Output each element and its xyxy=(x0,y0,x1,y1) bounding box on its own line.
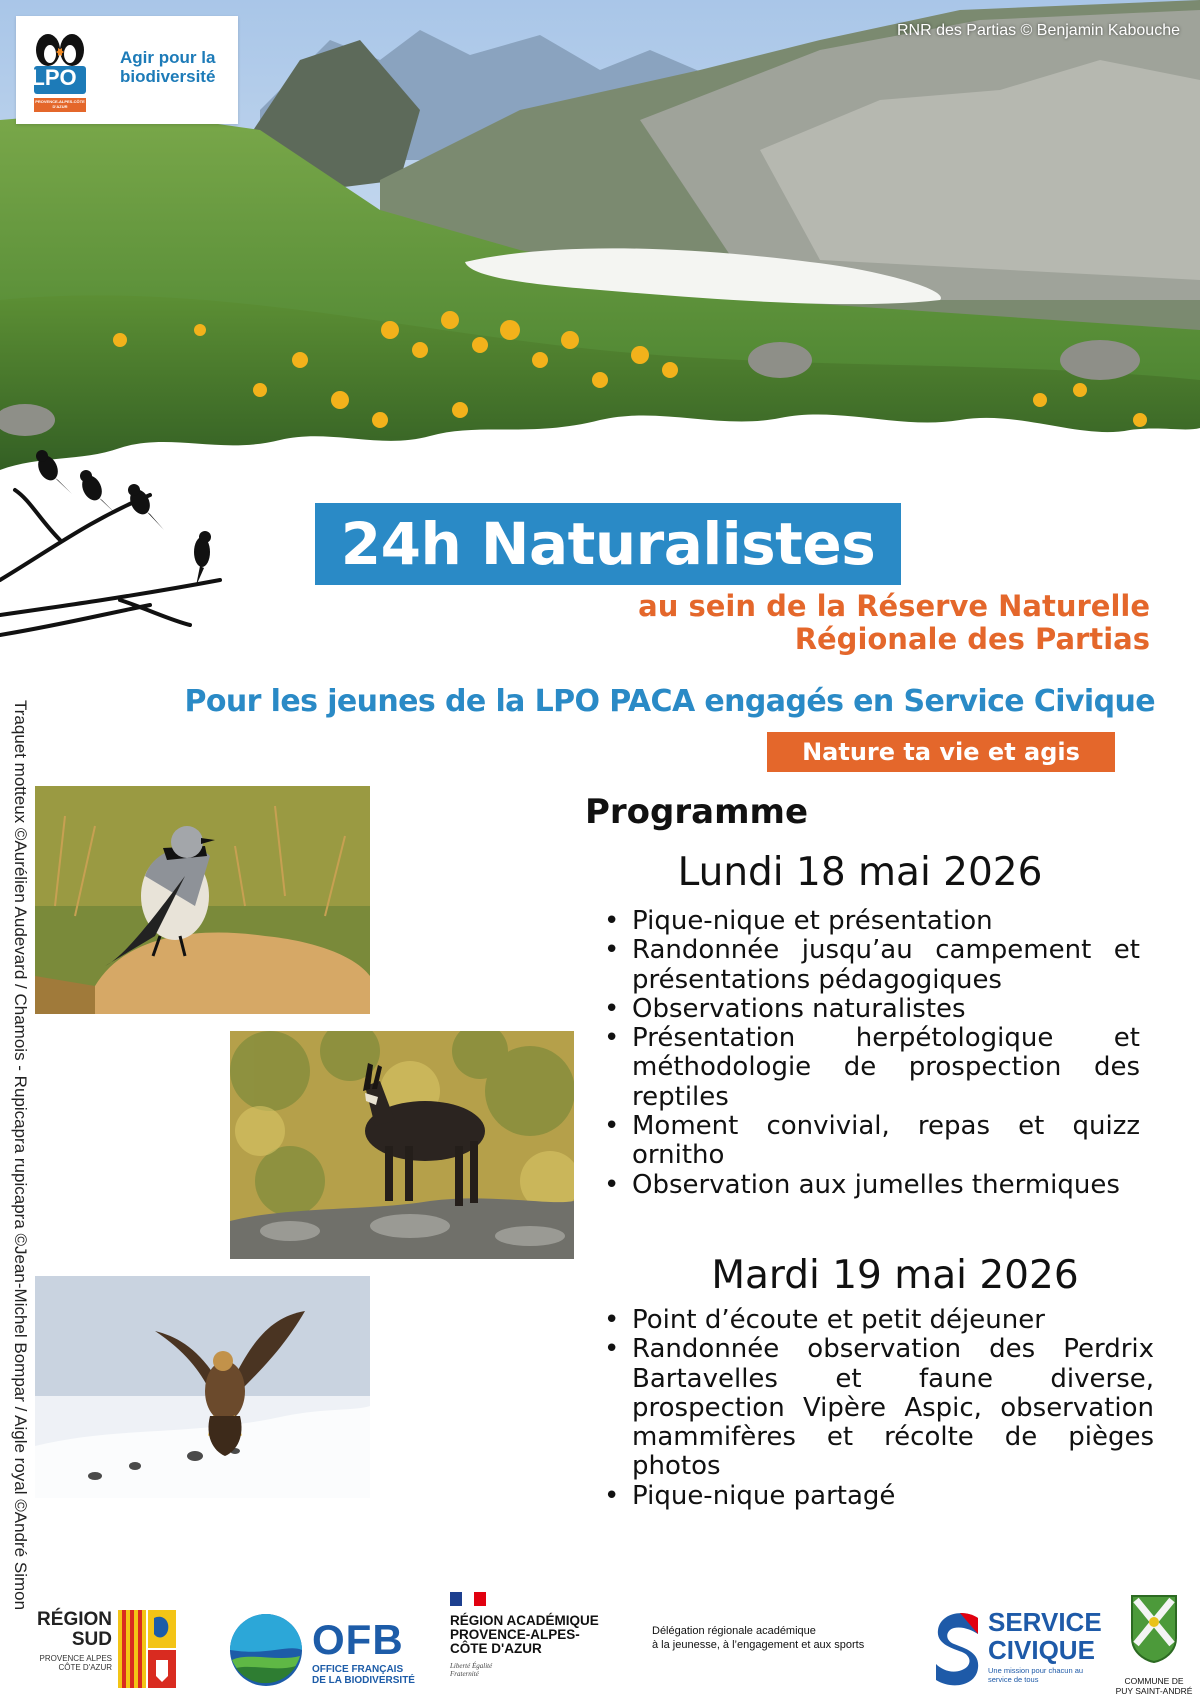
service-civique-line1: SERVICE xyxy=(988,1607,1102,1637)
service-civique-line2: CIVIQUE xyxy=(988,1635,1095,1665)
chamois-photo xyxy=(230,1031,574,1259)
lpo-logo-region: PROVENCE-ALPES-CÔTE D'AZUR xyxy=(35,99,85,109)
service-civique-logo xyxy=(932,1606,1102,1696)
wheatear-photo xyxy=(35,786,370,1014)
event-subtitle-line1: au sein de la Réserve Naturelle xyxy=(638,589,1150,623)
service-civique-s-icon xyxy=(932,1610,982,1688)
ofb-full-name xyxy=(312,1664,432,1686)
region-sud-name-line1: RÉGION xyxy=(37,1609,112,1630)
event-audience: Pour les jeunes de la LPO PACA engagés en Service Civique xyxy=(184,684,1155,719)
photo-credits-text: Traquet motteux ©Aurélien Audevard / Chamois - Rupicapra rupicapra ©Jean-Michel Bompar / Aigle royal ©André Simon xyxy=(11,700,30,1611)
service-civique-name xyxy=(988,1608,1102,1664)
list-item: • Moment convivial, repas et quizz ornitho xyxy=(600,1112,1140,1171)
region-academique-name xyxy=(450,1614,615,1656)
region-sud-logo xyxy=(28,1610,178,1690)
ofb-full-line2: DE LA BIODIVERSITÉ xyxy=(312,1675,415,1686)
lpo-logo xyxy=(16,16,238,124)
list-item: • Observation aux jumelles thermiques xyxy=(600,1171,1140,1200)
region-sud-subtitle: PROVENCE ALPES CÔTE D'AZUR xyxy=(39,1654,112,1672)
list-item: • Observations naturalistes xyxy=(600,995,1140,1024)
commune-name xyxy=(1112,1676,1196,1696)
region-academique-line3: CÔTE D'AZUR xyxy=(450,1641,542,1656)
event-subtitle xyxy=(450,590,1150,656)
list-item: • Pique-nique partagé xyxy=(600,1482,1154,1511)
drajes-line2: à la jeunesse, à l’engagement et aux sports xyxy=(652,1639,865,1651)
day1-activity-list xyxy=(600,907,1140,1200)
list-item: • Pique-nique et présentation xyxy=(600,907,1140,936)
day2-activity-list xyxy=(600,1306,1154,1511)
republic-motto: Liberté Égalité Fraternité xyxy=(450,1662,493,1678)
region-academique-line1: RÉGION ACADÉMIQUE xyxy=(450,1613,599,1628)
ofb-full-line1: OFFICE FRANÇAIS xyxy=(312,1664,404,1675)
list-item: • Point d’écoute et petit déjeuner xyxy=(600,1306,1154,1335)
event-title-banner xyxy=(315,503,901,585)
commune-coat-of-arms-icon xyxy=(1130,1594,1178,1664)
drajes-text xyxy=(652,1624,892,1652)
event-title: 24h Naturalistes xyxy=(340,510,876,578)
region-sud-name-line2: SUD xyxy=(71,1629,112,1650)
commune-logo xyxy=(1112,1594,1196,1694)
marianne-flag-icon xyxy=(450,1590,486,1608)
ofb-name: OFB xyxy=(312,1616,404,1663)
ofb-circle-icon xyxy=(228,1612,304,1688)
golden-eagle-photo xyxy=(35,1276,370,1498)
lpo-tagline: Agir pour la biodiversité xyxy=(120,48,216,86)
drajes-line1: Délégation régionale académique xyxy=(652,1625,816,1637)
region-sud-name xyxy=(28,1610,112,1650)
day1-date: Lundi 18 mai 2026 xyxy=(677,850,1043,895)
commune-name-line1: COMMUNE DE xyxy=(1124,1676,1184,1686)
programme-heading: Programme xyxy=(585,792,809,832)
list-item: • Randonnée jusqu’au campement et présentations pédagogiques xyxy=(600,936,1140,995)
list-item: • Randonnée observation des Perdrix Bartavelles et faune diverse, prospection Vipère Aspic, observation mammifères et récolte de pièges photos xyxy=(600,1335,1154,1481)
photo-credits-vertical xyxy=(8,700,32,1620)
event-tagline-banner xyxy=(767,732,1115,772)
birds-on-branch-icon xyxy=(0,440,240,640)
commune-name-line2: PUY SAINT-ANDRÉ xyxy=(1115,1686,1193,1696)
region-academique-logo xyxy=(450,1590,615,1685)
list-item: • Présentation herpétologique et méthodologie de prospection des reptiles xyxy=(600,1024,1140,1112)
event-tagline: Nature ta vie et agis xyxy=(802,738,1080,766)
region-academique-line2: PROVENCE-ALPES- xyxy=(450,1627,580,1642)
hero-photo-credit: RNR des Partias © Benjamin Kabouche xyxy=(896,22,1180,39)
partner-logos xyxy=(0,1580,1200,1697)
day2-date: Mardi 19 mai 2026 xyxy=(711,1253,1079,1298)
ofb-logo xyxy=(228,1612,428,1687)
event-subtitle-line2: Régionale des Partias xyxy=(794,622,1150,656)
lpo-logo-letters: LPO xyxy=(31,65,77,90)
region-coat-of-arms-icon xyxy=(118,1610,176,1688)
service-civique-tagline: Une mission pour chacun au service de tous xyxy=(988,1666,1084,1684)
